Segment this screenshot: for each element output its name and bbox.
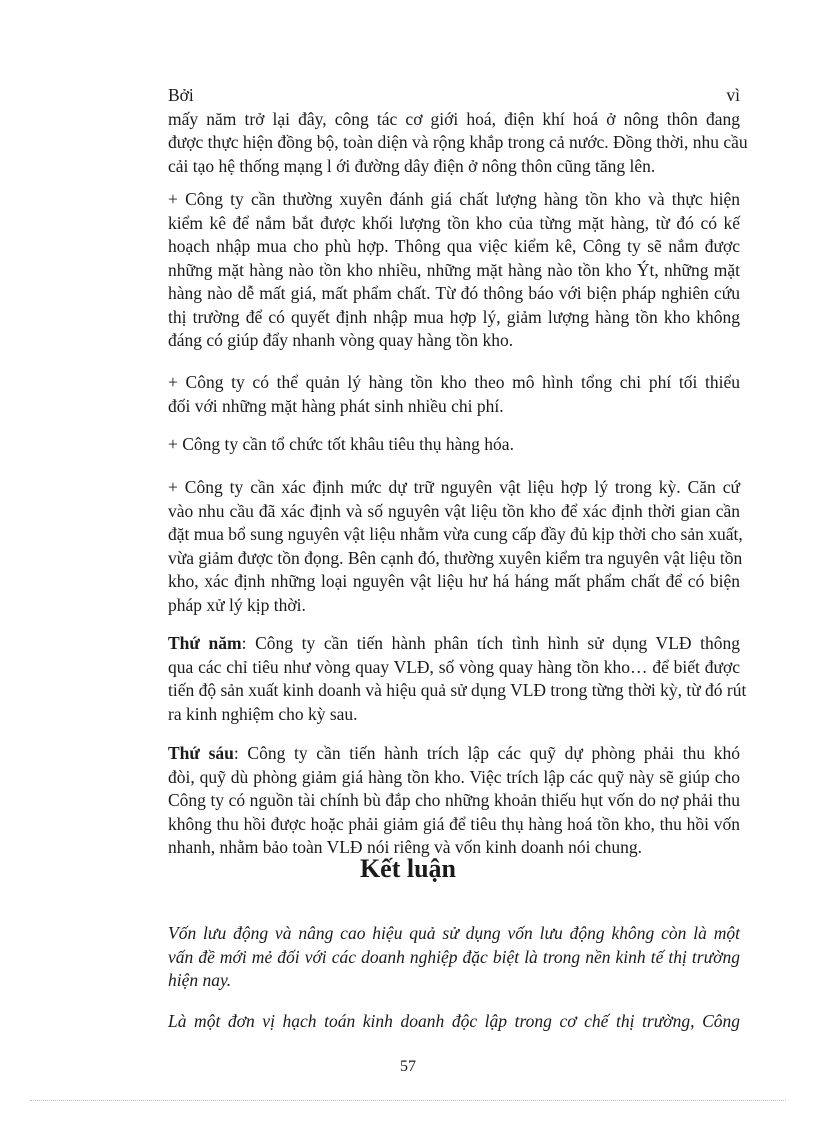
paragraph-1 bbox=[168, 84, 748, 178]
paragraph-2-line: + Công ty cần thường xuyên đánh giá chất lượng hàng tồn kho và thực hiện bbox=[168, 189, 740, 209]
paragraph-2-line: thị trường để có quyết định nhập mua hợp lý, giảm lượng hàng tồn kho không bbox=[168, 306, 740, 327]
page-bottom-divider bbox=[30, 1100, 786, 1101]
paragraph-6-line: ra kinh nghiệm cho kỳ sau. bbox=[168, 703, 358, 724]
paragraph-5-line: pháp xử lý kịp thời. bbox=[168, 594, 306, 615]
paragraph-2 bbox=[168, 188, 740, 353]
paragraph-6 bbox=[168, 632, 747, 726]
conclusion-line: hiện nay. bbox=[168, 970, 232, 990]
paragraph-3-line: đối với những mặt hàng phát sinh nhiều chi phí. bbox=[168, 395, 504, 416]
section-heading: Kết luận bbox=[359, 854, 457, 883]
paragraph-1-line-0: Bởi vì bbox=[168, 85, 740, 105]
paragraph-1-line: mấy năm trở lại đây, công tác cơ giới hoá, điện khí hoá ở nông thôn đang bbox=[168, 108, 740, 129]
paragraph-5 bbox=[168, 476, 743, 617]
conclusion-line: Vốn lưu động và nâng cao hiệu quả sử dụng vốn lưu động không còn là một bbox=[168, 923, 740, 943]
paragraph-7-line: Thứ sáu: Công ty cần tiến hành trích lập các quỹ dự phòng phải thu khó bbox=[168, 743, 740, 763]
paragraph-4 bbox=[168, 433, 740, 457]
paragraph-3 bbox=[168, 371, 740, 418]
paragraph-7-line: đòi, quỹ dù phòng giảm giá hàng tồn kho. Việc trích lập các quỹ này sẽ giúp cho bbox=[168, 766, 740, 787]
paragraph-4-line: + Công ty cần tổ chức tốt khâu tiêu thụ hàng hóa. bbox=[168, 434, 514, 454]
paragraph-7-line: không thu hồi được hoặc phải giảm giá để tiêu thụ hàng hoá tồn kho, thu hồi vốn bbox=[168, 813, 740, 834]
conclusion-paragraph-1 bbox=[168, 922, 740, 993]
paragraph-5-line: kho, xác định những loại nguyên vật liệu hư há háng mất phẩm chất để có biện bbox=[168, 571, 740, 591]
conclusion-paragraph-2 bbox=[168, 1010, 740, 1034]
paragraph-6-label: Thứ năm bbox=[168, 633, 242, 653]
conclusion-line: Là một đơn vị hạch toán kinh doanh độc lập trong cơ chế thị trường, Công bbox=[168, 1011, 740, 1031]
paragraph-7-line: Công ty có nguồn tài chính bù đắp cho những khoản thiếu hụt vốn do nợ phải thu bbox=[168, 790, 740, 810]
paragraph-1-line: cải tạo hệ thống mạng l ới đường dây điện ở nông thôn cũng tăng lên. bbox=[168, 155, 656, 176]
paragraph-6-line: Thứ năm: Công ty cần tiến hành phân tích tình hình sử dụng VLĐ thông bbox=[168, 633, 741, 653]
paragraph-5-line: + Công ty cần xác định mức dự trữ nguyên vật liệu hợp lý trong kỳ. Căn cứ bbox=[168, 477, 740, 497]
paragraph-7-label: Thứ sáu bbox=[168, 743, 234, 763]
paragraph-6-line: qua các chỉ tiêu như vòng quay VLĐ, số vòng quay hàng tồn kho… để biết được bbox=[168, 656, 740, 677]
paragraph-3-line: + Công ty có thể quản lý hàng tồn kho theo mô hình tổng chi phí tối thiểu bbox=[168, 372, 740, 392]
paragraph-2-line: hàng nào dễ mất giá, mất phẩm chất. Từ đó thông báo với biện pháp nghiên cứu bbox=[168, 283, 740, 303]
paragraph-5-line: vừa giảm được tồn đọng. Bên cạnh đó, thường xuyên kiểm tra nguyên vật liệu tồn bbox=[168, 547, 743, 568]
paragraph-6-line: tiến độ sản xuất kinh doanh và hiệu quả sử dụng VLĐ trong từng thời kỳ, từ đó rút bbox=[168, 680, 747, 700]
paragraph-7-line: nhanh, nhằm bảo toàn VLĐ nói riêng và vốn kinh doanh nói chung. bbox=[168, 837, 643, 857]
paragraph-1-line: được thực hiện đồng bộ, toàn diện và rộng khắp trong cả nước. Đồng thời, nhu cầu bbox=[168, 132, 748, 152]
paragraph-5-line: đặt mua bổ sung nguyên vật liệu nhằm vừa cung cấp đầy đủ kịp thời cho sản xuất, bbox=[168, 524, 743, 544]
paragraph-5-line: vào nhu cầu đã xác định và số nguyên vật liệu tồn kho để xác định thời gian cần bbox=[168, 500, 740, 521]
page-number: 57 bbox=[400, 1058, 416, 1075]
paragraph-7 bbox=[168, 742, 740, 860]
paragraph-2-line: những mặt hàng nào tồn kho nhiều, những mặt hàng nào tồn kho Ýt, những mặt bbox=[168, 259, 740, 280]
conclusion-line: vấn đề mới mẻ đối với các doanh nghiệp đặc biệt là trong nền kinh tế thị trường bbox=[168, 946, 740, 967]
paragraph-2-line: kiểm kê để nắm bắt được khối lượng tồn kho của từng mặt hàng, từ đó có kế bbox=[168, 212, 740, 233]
paragraph-2-line: hoạch nhập mua cho phù hợp. Thông qua việc kiểm kê, Công ty sẽ nắm được bbox=[168, 236, 740, 256]
paragraph-2-line: đáng có giúp đẩy nhanh vòng quay hàng tồn kho. bbox=[168, 330, 514, 350]
